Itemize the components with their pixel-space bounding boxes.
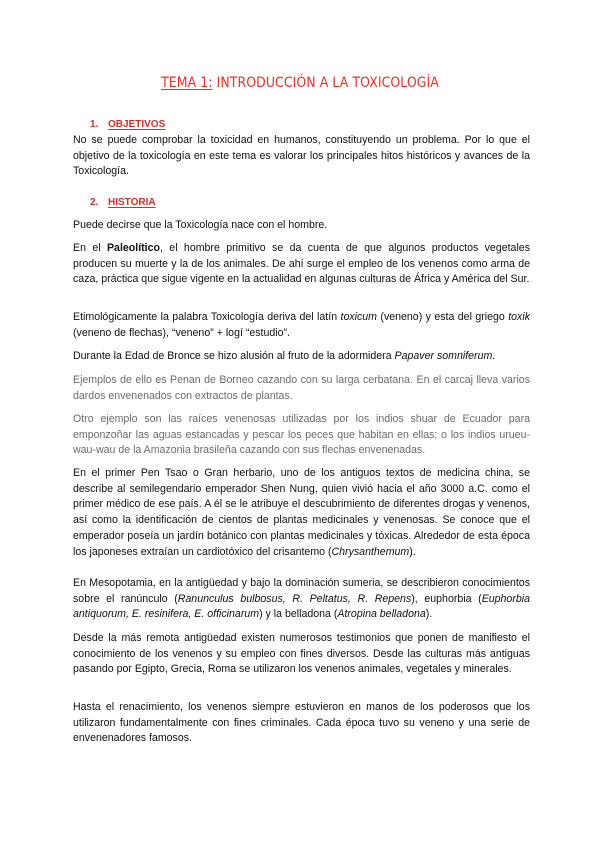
historia-paragraph-renacimiento: Hasta el renacimiento, los venenos siempre estuvieron en manos de los poderosos que los utilizaron fundamentalmente con fines criminales. Cada época tuvo su veneno y una serie de envenenadores famosos. — [73, 701, 530, 745]
italic-term: Ranunculus bulbosus, R. Peltatus, R. Repens — [177, 592, 412, 605]
italic-term: toxik — [508, 311, 530, 323]
section-number: 2. — [90, 197, 99, 208]
historia-paragraph-paleolitico — [73, 241, 530, 288]
italic-term: Atropina belladona — [337, 608, 426, 621]
italic-term: Chrysanthemum — [331, 545, 410, 558]
text-run: ) y la belladona ( — [259, 608, 338, 621]
text-run: ). — [409, 545, 416, 558]
page-title — [42, 76, 558, 92]
section-heading-historia — [90, 195, 156, 211]
historia-paragraph-1: Puede decirse que la Toxicología nace con el hombre. — [73, 219, 328, 231]
historia-paragraph-pen-tsao — [73, 466, 530, 560]
text-run: (veneno) y esta del griego — [377, 311, 509, 323]
objetivos-paragraph: No se puede comprobar la toxicidad en humanos, constituyendo un problema. Por lo que el objetivo de la toxicología en este tema es valorar los principales hitos históricos y avances de la Toxicología. — [73, 134, 530, 178]
text-run: ). — [425, 608, 433, 621]
italic-term: toxicum — [340, 311, 377, 323]
section-title: OBJETIVOS — [108, 119, 166, 130]
text-run: En el — [73, 242, 107, 254]
text-run: En el primer Pen Tsao o Gran herbario, uno de los antiguos textos de medicina china, se describe al semilegendario emperador Shen Nung, quien vivió hacia el año 3000 a.C. como el primer médico de ese país. A él se le atribuye el descubrimiento de diferentes drogas y venenos, así como la identificación de cientos de plantas medicinales y venenosas. Se conoce que el emperador poseía un jardín botánico con plantas medicinales y tóxicas. Alrededor de esta época los japoneses extraían un cardiotóxico del crisantemo ( — [73, 467, 530, 558]
section-heading-objetivos — [90, 117, 165, 133]
italic-term: Euphorbia antiquorum, E. resinifera, E. officinarum — [73, 592, 530, 621]
section-number: 1. — [90, 119, 99, 130]
text-run: Durante la Edad de Bronce se hizo alusión al fruto de la adormidera — [73, 350, 395, 362]
historia-paragraph-etimologia — [73, 310, 530, 341]
text-run: ), euphorbia ( — [411, 592, 482, 605]
text-run: Etimológicamente la palabra Toxicología deriva del latín — [73, 311, 341, 323]
text-run: . — [492, 350, 496, 362]
historia-paragraph-mesopotamia — [73, 576, 530, 623]
section-title: HISTORIA — [108, 197, 156, 208]
text-run: (veneno de flechas), “veneno” + logí “estudio”. — [73, 326, 291, 339]
historia-paragraph-borneo: Ejemplos de ello es Penan de Borneo cazando con su larga cerbatana. En el carcaj lleva varios dardos envenenados con extractos de plantas. — [73, 374, 530, 402]
title-label: TEMA 1: — [161, 75, 213, 91]
historia-paragraph-shuar: Otro ejemplo son las raíces venenosas utilizadas por los indios shuar de Ecuador para emponzoñar las aguas estancadas y pescar los peces que habitan en ellas; o los indios urueu-wau-wau de la Amazonia brasileña cazando con sus flechas envenenadas. — [73, 413, 530, 457]
text-run: , el hombre primitivo se da cuenta de que algunos productos vegetales producen su muerte y la de los animales. De ahí surge el empleo de los venenos como arma de caza, práctica que sigue vigente en la actualidad en algunas culturas de África y América del Sur. — [73, 242, 530, 286]
text-run: En Mesopotamia, en la antigüedad y bajo la dominación sumeria, se describieron conocimientos sobre el ranúnculo ( — [73, 577, 530, 605]
historia-paragraph-bronce — [73, 349, 530, 365]
italic-term: Papaver somniferum — [394, 350, 493, 362]
title-text: INTRODUCCIÓN A LA TOXICOLOGÍA — [212, 75, 439, 91]
bold-term: Paleolítico — [106, 242, 160, 254]
historia-paragraph-antiguedad: Desde la más remota antigüedad existen numerosos testimonios que ponen de manifiesto el conocimiento de los venenos y su empleo con fines diversos. Desde las culturas más antiguas pasando por Egipto, Grecia, Roma se utilizaron los venenos animales, vegetales y minerales. — [73, 632, 530, 676]
